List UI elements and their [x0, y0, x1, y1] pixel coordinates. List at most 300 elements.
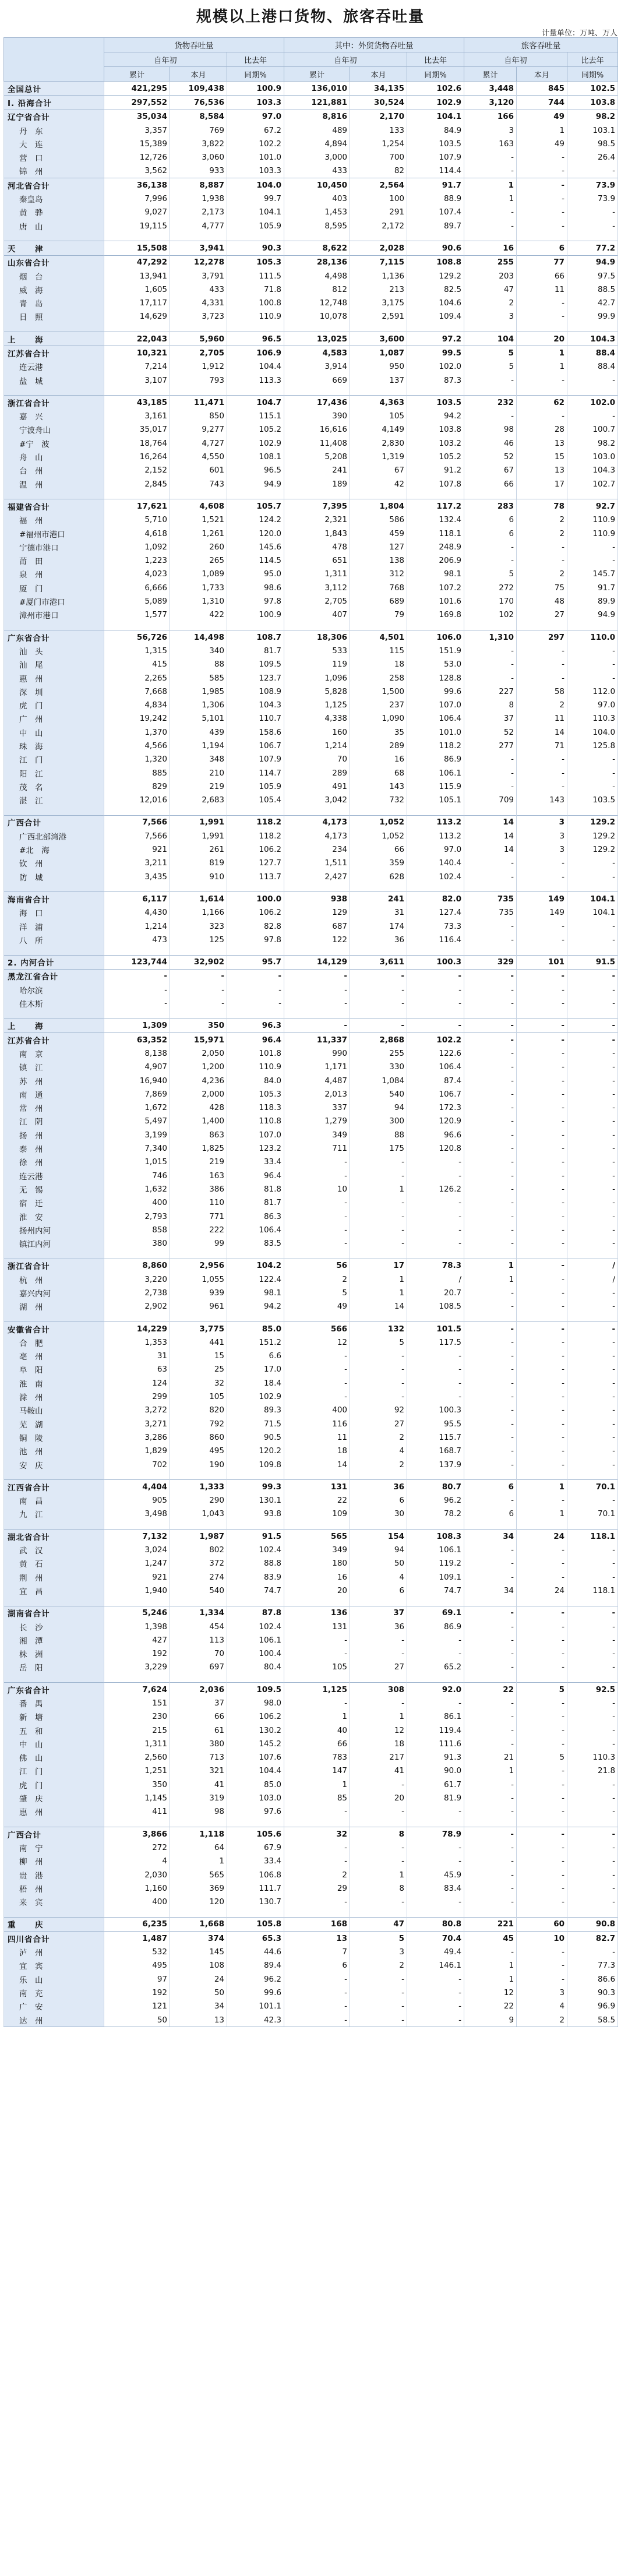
cargo-yoy-cell: 100.9	[227, 82, 284, 96]
passenger-yoy-cell: -	[567, 206, 618, 219]
cargo-yoy-cell: 110.8	[227, 1115, 284, 1128]
passenger-cumulative-cell: 8	[464, 698, 517, 711]
foreign-cumulative-cell: -	[284, 2000, 350, 2013]
cargo-cumulative-cell: 427	[104, 1633, 170, 1647]
spacer-cell	[227, 323, 284, 332]
spacer-cell	[567, 883, 618, 892]
passenger-month-cell: 1	[517, 360, 567, 373]
foreign-month-cell: 1,804	[350, 499, 407, 513]
table-row	[4, 1945, 618, 1958]
foreign-cumulative-cell: 669	[284, 373, 350, 387]
cargo-month-cell: 261	[170, 843, 227, 856]
spacer-cell	[517, 807, 567, 816]
table-row	[4, 1349, 618, 1363]
cargo-cumulative-cell: 3,498	[104, 1507, 170, 1521]
cargo-cumulative-cell: 3,161	[104, 410, 170, 423]
spacer-cell	[4, 232, 104, 241]
foreign-cumulative-cell: 116	[284, 1417, 350, 1430]
cargo-cumulative-cell: 14,229	[104, 1322, 170, 1335]
foreign-yoy-cell: 96.2	[407, 1494, 464, 1507]
foreign-cumulative-cell: -	[284, 1019, 350, 1032]
passenger-cumulative-cell: 272	[464, 581, 517, 594]
passenger-cumulative-cell: 9	[464, 2013, 517, 2027]
cargo-cumulative-cell: 3,866	[104, 1827, 170, 1841]
spacer-cell	[517, 1521, 567, 1530]
foreign-month-cell: 35	[350, 725, 407, 739]
spacer-cell	[4, 323, 104, 332]
passenger-yoy-cell: 118.1	[567, 1530, 618, 1544]
foreign-yoy-cell: 120.8	[407, 1141, 464, 1155]
table-row	[4, 1895, 618, 1909]
cargo-month-cell: 340	[170, 644, 227, 657]
foreign-yoy-cell: 128.8	[407, 671, 464, 685]
foreign-cumulative-cell: 3,112	[284, 581, 350, 594]
table-row	[4, 477, 618, 491]
passenger-yoy-cell: -	[567, 1841, 618, 1854]
cargo-yoy-cell: 100.4	[227, 1647, 284, 1660]
passenger-cumulative-cell: 14	[464, 815, 517, 829]
cargo-month-cell: 1,194	[170, 739, 227, 752]
passenger-cumulative-cell: -	[464, 919, 517, 933]
spacer-cell	[567, 1598, 618, 1606]
table-row-subtotal	[4, 1606, 618, 1620]
passenger-yoy-cell: -	[567, 1210, 618, 1223]
cargo-month-cell: 145	[170, 1945, 227, 1958]
row-label: 嘉 兴	[4, 410, 104, 423]
cargo-yoy-cell: 101.1	[227, 2000, 284, 2013]
foreign-month-cell: -	[350, 1376, 407, 1390]
foreign-yoy-cell: -	[407, 983, 464, 996]
foreign-month-cell: 36	[350, 1620, 407, 1633]
table-row	[4, 1696, 618, 1710]
foreign-yoy-cell: 78.2	[407, 1507, 464, 1521]
foreign-month-cell: -	[350, 1696, 407, 1710]
passenger-yoy-cell: 118.1	[567, 1584, 618, 1597]
spacer-cell	[4, 622, 104, 630]
foreign-cumulative-cell: 40	[284, 1724, 350, 1737]
passenger-yoy-cell: -	[567, 1543, 618, 1556]
header-cargo-yoy-bottom: 同期%	[227, 67, 284, 82]
passenger-month-cell: -	[517, 1841, 567, 1854]
passenger-cumulative-cell: -	[464, 1868, 517, 1881]
passenger-cumulative-cell: 104	[464, 332, 517, 346]
passenger-month-cell: -	[517, 1128, 567, 1141]
cargo-yoy-cell: 89.4	[227, 1959, 284, 1972]
row-label: 泸 州	[4, 1945, 104, 1958]
foreign-yoy-cell: -	[407, 1805, 464, 1819]
row-label: 徐 州	[4, 1155, 104, 1169]
header-foreign-group: 其中：外贸货物吞吐量	[284, 38, 464, 52]
spacer-cell	[170, 232, 227, 241]
passenger-yoy-cell: -	[567, 1223, 618, 1236]
table-row	[4, 310, 618, 323]
passenger-yoy-cell: 92.7	[567, 499, 618, 513]
table-row	[4, 1710, 618, 1724]
passenger-cumulative-cell: 166	[464, 110, 517, 124]
passenger-yoy-cell: 110.0	[567, 630, 618, 644]
spacer-cell	[350, 1010, 407, 1019]
passenger-month-cell: -	[517, 1273, 567, 1286]
passenger-cumulative-cell: 6	[464, 1507, 517, 1521]
table-row	[4, 1128, 618, 1141]
table-row	[4, 829, 618, 843]
foreign-cumulative-cell: 2	[284, 1868, 350, 1881]
foreign-month-cell: 1	[350, 1273, 407, 1286]
cargo-yoy-cell: 97.8	[227, 933, 284, 946]
foreign-cumulative-cell: -	[284, 1633, 350, 1647]
foreign-month-cell: 732	[350, 794, 407, 807]
table-row	[4, 1046, 618, 1060]
passenger-month-cell: 1	[517, 124, 567, 137]
passenger-cumulative-cell: -	[464, 1855, 517, 1868]
passenger-month-cell: 24	[517, 1530, 567, 1544]
foreign-yoy-cell: 108.3	[407, 1530, 464, 1544]
cargo-yoy-cell: 91.5	[227, 1530, 284, 1544]
table-row	[4, 269, 618, 283]
spacer-cell	[350, 1909, 407, 1918]
foreign-cumulative-cell: -	[284, 1647, 350, 1660]
foreign-yoy-cell: 90.6	[407, 241, 464, 255]
foreign-cumulative-cell: 136,010	[284, 82, 350, 96]
foreign-month-cell: 241	[350, 892, 407, 906]
passenger-yoy-cell: 110.9	[567, 527, 618, 540]
foreign-yoy-cell: 102.0	[407, 360, 464, 373]
passenger-cumulative-cell: 2	[464, 296, 517, 309]
table-row	[4, 1778, 618, 1791]
foreign-yoy-cell: -	[407, 1196, 464, 1210]
row-label: 上 海	[4, 1019, 104, 1032]
foreign-yoy-cell: 102.6	[407, 82, 464, 96]
passenger-cumulative-cell: 46	[464, 436, 517, 450]
row-label: 重 庆	[4, 1917, 104, 1931]
passenger-month-cell: 149	[517, 906, 567, 919]
foreign-month-cell: -	[350, 1895, 407, 1909]
cargo-cumulative-cell: 14,629	[104, 310, 170, 323]
row-label: 贵 港	[4, 1868, 104, 1881]
passenger-month-cell: -	[517, 1791, 567, 1805]
passenger-cumulative-cell: -	[464, 1033, 517, 1047]
row-label: 佛 山	[4, 1751, 104, 1764]
passenger-cumulative-cell: -	[464, 1841, 517, 1854]
passenger-cumulative-cell: -	[464, 1128, 517, 1141]
cargo-month-cell: 105	[170, 1390, 227, 1403]
passenger-cumulative-cell: -	[464, 1404, 517, 1417]
foreign-month-cell: -	[350, 2013, 407, 2027]
foreign-month-cell: 4,501	[350, 630, 407, 644]
spacer-cell	[104, 1471, 170, 1480]
cargo-yoy-cell: 93.8	[227, 1507, 284, 1521]
foreign-month-cell: 3,175	[350, 296, 407, 309]
spacer-cell	[170, 1909, 227, 1918]
cargo-yoy-cell: 106.7	[227, 739, 284, 752]
passenger-yoy-cell: 97.5	[567, 269, 618, 283]
foreign-month-cell: 4	[350, 1444, 407, 1458]
cargo-month-cell: 4,727	[170, 436, 227, 450]
passenger-cumulative-cell: 3	[464, 310, 517, 323]
cargo-cumulative-cell: 18,764	[104, 436, 170, 450]
cargo-month-cell: 1,089	[170, 568, 227, 581]
spacer-cell	[104, 491, 170, 499]
cargo-month-cell: 454	[170, 1620, 227, 1633]
foreign-cumulative-cell: 4,583	[284, 346, 350, 360]
foreign-cumulative-cell: 3,914	[284, 360, 350, 373]
row-label: 厦 门	[4, 581, 104, 594]
foreign-yoy-cell: 104.6	[407, 296, 464, 309]
table-row	[4, 150, 618, 164]
foreign-month-cell: -	[350, 1363, 407, 1376]
passenger-month-cell: -	[517, 1417, 567, 1430]
passenger-month-cell: -	[517, 1724, 567, 1737]
foreign-cumulative-cell: 14,129	[284, 955, 350, 969]
foreign-cumulative-cell: 407	[284, 608, 350, 622]
passenger-month-cell: -	[517, 1895, 567, 1909]
passenger-cumulative-cell: 22	[464, 1683, 517, 1697]
table-spacer-row	[4, 883, 618, 892]
foreign-cumulative-cell: 14	[284, 1458, 350, 1471]
passenger-cumulative-cell: 6	[464, 527, 517, 540]
cargo-cumulative-cell: 15,389	[104, 137, 170, 150]
passenger-month-cell: -	[517, 780, 567, 793]
passenger-month-cell: 10	[517, 1932, 567, 1946]
passenger-month-cell: 24	[517, 1584, 567, 1597]
table-row	[4, 1444, 618, 1458]
foreign-month-cell: 300	[350, 1115, 407, 1128]
passenger-month-cell: -	[517, 1141, 567, 1155]
foreign-month-cell: 330	[350, 1060, 407, 1074]
passenger-cumulative-cell: -	[464, 1430, 517, 1444]
row-label: 柳 州	[4, 1855, 104, 1868]
passenger-yoy-cell: 103.0	[567, 450, 618, 463]
cargo-cumulative-cell: 19,115	[104, 219, 170, 232]
table-row-subtotal	[4, 499, 618, 513]
passenger-yoy-cell: -	[567, 1881, 618, 1895]
cargo-yoy-cell: 81.7	[227, 644, 284, 657]
cargo-cumulative-cell: 17,621	[104, 499, 170, 513]
foreign-month-cell: 100	[350, 192, 407, 205]
row-label: 虎 门	[4, 1778, 104, 1791]
foreign-yoy-cell: 107.0	[407, 698, 464, 711]
cargo-yoy-cell: 88.8	[227, 1557, 284, 1570]
row-label: 防 城	[4, 870, 104, 883]
foreign-month-cell: 1	[350, 1182, 407, 1196]
cargo-month-cell: 860	[170, 1430, 227, 1444]
passenger-cumulative-cell: 14	[464, 829, 517, 843]
passenger-yoy-cell: -	[567, 1620, 618, 1633]
passenger-month-cell: 66	[517, 269, 567, 283]
cargo-cumulative-cell: 3,286	[104, 1430, 170, 1444]
spacer-cell	[170, 1819, 227, 1827]
cargo-yoy-cell: 82.8	[227, 919, 284, 933]
passenger-month-cell: 1	[517, 1480, 567, 1494]
passenger-yoy-cell: -	[567, 1363, 618, 1376]
passenger-month-cell: -	[517, 857, 567, 870]
row-label: 上 海	[4, 332, 104, 346]
passenger-yoy-cell: -	[567, 1046, 618, 1060]
passenger-month-cell: 49	[517, 110, 567, 124]
cargo-cumulative-cell: 4,023	[104, 568, 170, 581]
cargo-month-cell: 1,733	[170, 581, 227, 594]
row-label: 安 庆	[4, 1458, 104, 1471]
cargo-cumulative-cell: 3,562	[104, 164, 170, 178]
row-label: 宿 迁	[4, 1196, 104, 1210]
spacer-cell	[4, 1250, 104, 1259]
cargo-month-cell: 98	[170, 1805, 227, 1819]
cargo-month-cell: 88	[170, 658, 227, 671]
spacer-cell	[407, 622, 464, 630]
foreign-cumulative-cell: 2	[284, 1273, 350, 1286]
spacer-cell	[284, 491, 350, 499]
cargo-month-cell: 495	[170, 1444, 227, 1458]
row-label: 合 肥	[4, 1335, 104, 1349]
row-label: 日 照	[4, 310, 104, 323]
passenger-month-cell: 3	[517, 1986, 567, 1999]
passenger-month-cell: -	[517, 192, 567, 205]
row-label: 江 阴	[4, 1115, 104, 1128]
passenger-month-cell: 62	[517, 396, 567, 410]
foreign-month-cell: 3,600	[350, 332, 407, 346]
passenger-yoy-cell: -	[567, 1444, 618, 1458]
passenger-cumulative-cell: 329	[464, 955, 517, 969]
table-row	[4, 780, 618, 793]
table-row	[4, 1458, 618, 1471]
passenger-month-cell: -	[517, 671, 567, 685]
cargo-month-cell: 222	[170, 1223, 227, 1236]
table-row-subtotal	[4, 82, 618, 96]
cargo-cumulative-cell: 35,034	[104, 110, 170, 124]
cargo-month-cell: 743	[170, 477, 227, 491]
passenger-cumulative-cell: -	[464, 1349, 517, 1363]
cargo-yoy-cell: 83.9	[227, 1570, 284, 1584]
spacer-cell	[517, 622, 567, 630]
spacer-cell	[350, 1313, 407, 1322]
foreign-cumulative-cell: 16,616	[284, 423, 350, 436]
spacer-cell	[567, 807, 618, 816]
foreign-cumulative-cell: 4,173	[284, 815, 350, 829]
row-label: #厦门市港口	[4, 594, 104, 608]
passenger-cumulative-cell: 1	[464, 1764, 517, 1778]
spacer-cell	[517, 1010, 567, 1019]
foreign-month-cell: 586	[350, 513, 407, 527]
spacer-cell	[407, 1819, 464, 1827]
foreign-yoy-cell: 106.4	[407, 1060, 464, 1074]
passenger-cumulative-cell: -	[464, 1210, 517, 1223]
foreign-month-cell: -	[350, 1805, 407, 1819]
table-row	[4, 1751, 618, 1764]
cargo-yoy-cell: 84.0	[227, 1074, 284, 1087]
passenger-month-cell: 48	[517, 594, 567, 608]
passenger-month-cell: -	[517, 870, 567, 883]
cargo-yoy-cell: 99.3	[227, 1480, 284, 1494]
spacer-cell	[284, 1819, 350, 1827]
foreign-yoy-cell: 106.4	[407, 712, 464, 725]
cargo-month-cell: 265	[170, 554, 227, 568]
cargo-yoy-cell: 67.2	[227, 124, 284, 137]
foreign-yoy-cell: 248.9	[407, 540, 464, 554]
cargo-month-cell: 1,668	[170, 1917, 227, 1931]
spacer-cell	[464, 232, 517, 241]
passenger-cumulative-cell: -	[464, 658, 517, 671]
passenger-month-cell: 13	[517, 436, 567, 450]
table-row	[4, 1543, 618, 1556]
spacer-cell	[104, 1521, 170, 1530]
cargo-month-cell: 1,200	[170, 1060, 227, 1074]
passenger-month-cell: -	[517, 178, 567, 192]
foreign-cumulative-cell: 5,208	[284, 450, 350, 463]
cargo-month-cell: 2,956	[170, 1259, 227, 1273]
table-row	[4, 1074, 618, 1087]
foreign-yoy-cell: 88.9	[407, 192, 464, 205]
cargo-cumulative-cell: 4,834	[104, 698, 170, 711]
cargo-yoy-cell: 33.4	[227, 1155, 284, 1169]
foreign-cumulative-cell: 812	[284, 283, 350, 296]
table-header	[4, 38, 618, 82]
foreign-cumulative-cell: 109	[284, 1507, 350, 1521]
passenger-month-cell: -	[517, 969, 567, 983]
passenger-yoy-cell: -	[567, 1737, 618, 1750]
passenger-cumulative-cell: -	[464, 1286, 517, 1299]
spacer-cell	[227, 387, 284, 396]
cargo-month-cell: 3,791	[170, 269, 227, 283]
cargo-cumulative-cell: 702	[104, 1458, 170, 1471]
foreign-yoy-cell: -	[407, 2013, 464, 2027]
cargo-yoy-cell: 108.1	[227, 450, 284, 463]
cargo-cumulative-cell: 532	[104, 1945, 170, 1958]
table-row	[4, 1182, 618, 1196]
spacer-cell	[284, 1674, 350, 1683]
cargo-month-cell: 32	[170, 1376, 227, 1390]
table-row	[4, 644, 618, 657]
row-label: 湖南省合计	[4, 1606, 104, 1620]
passenger-month-cell: 2	[517, 527, 567, 540]
table-row	[4, 1155, 618, 1169]
table-row	[4, 608, 618, 622]
passenger-month-cell: 60	[517, 1917, 567, 1931]
cargo-yoy-cell: 81.8	[227, 1182, 284, 1196]
passenger-cumulative-cell: 255	[464, 255, 517, 269]
spacer-cell	[517, 1313, 567, 1322]
cargo-yoy-cell: 151.2	[227, 1335, 284, 1349]
cargo-month-cell: 34	[170, 2000, 227, 2013]
cargo-cumulative-cell: 350	[104, 1778, 170, 1791]
cargo-month-cell: 771	[170, 1210, 227, 1223]
row-label: #宁 波	[4, 436, 104, 450]
foreign-cumulative-cell: -	[284, 1169, 350, 1182]
foreign-yoy-cell: 78.9	[407, 1827, 464, 1841]
passenger-yoy-cell: -	[567, 219, 618, 232]
passenger-cumulative-cell: -	[464, 1724, 517, 1737]
row-label: 浙江省合计	[4, 1259, 104, 1273]
cargo-cumulative-cell: 4,907	[104, 1060, 170, 1074]
cargo-cumulative-cell: 1,632	[104, 1182, 170, 1196]
passenger-cumulative-cell: 1	[464, 1972, 517, 1986]
spacer-cell	[567, 947, 618, 956]
spacer-cell	[4, 387, 104, 396]
table-row	[4, 1507, 618, 1521]
foreign-yoy-cell: -	[407, 1972, 464, 1986]
passenger-month-cell: -	[517, 1633, 567, 1647]
foreign-yoy-cell: 108.8	[407, 255, 464, 269]
table-row	[4, 725, 618, 739]
foreign-month-cell: -	[350, 1972, 407, 1986]
row-label: 连云港	[4, 1169, 104, 1182]
spacer-cell	[104, 387, 170, 396]
spacer-cell	[170, 1010, 227, 1019]
foreign-cumulative-cell: 11,337	[284, 1033, 350, 1047]
passenger-cumulative-cell: -	[464, 1606, 517, 1620]
foreign-cumulative-cell: -	[284, 1210, 350, 1223]
cargo-month-cell: 219	[170, 1155, 227, 1169]
cargo-cumulative-cell: 1,605	[104, 283, 170, 296]
